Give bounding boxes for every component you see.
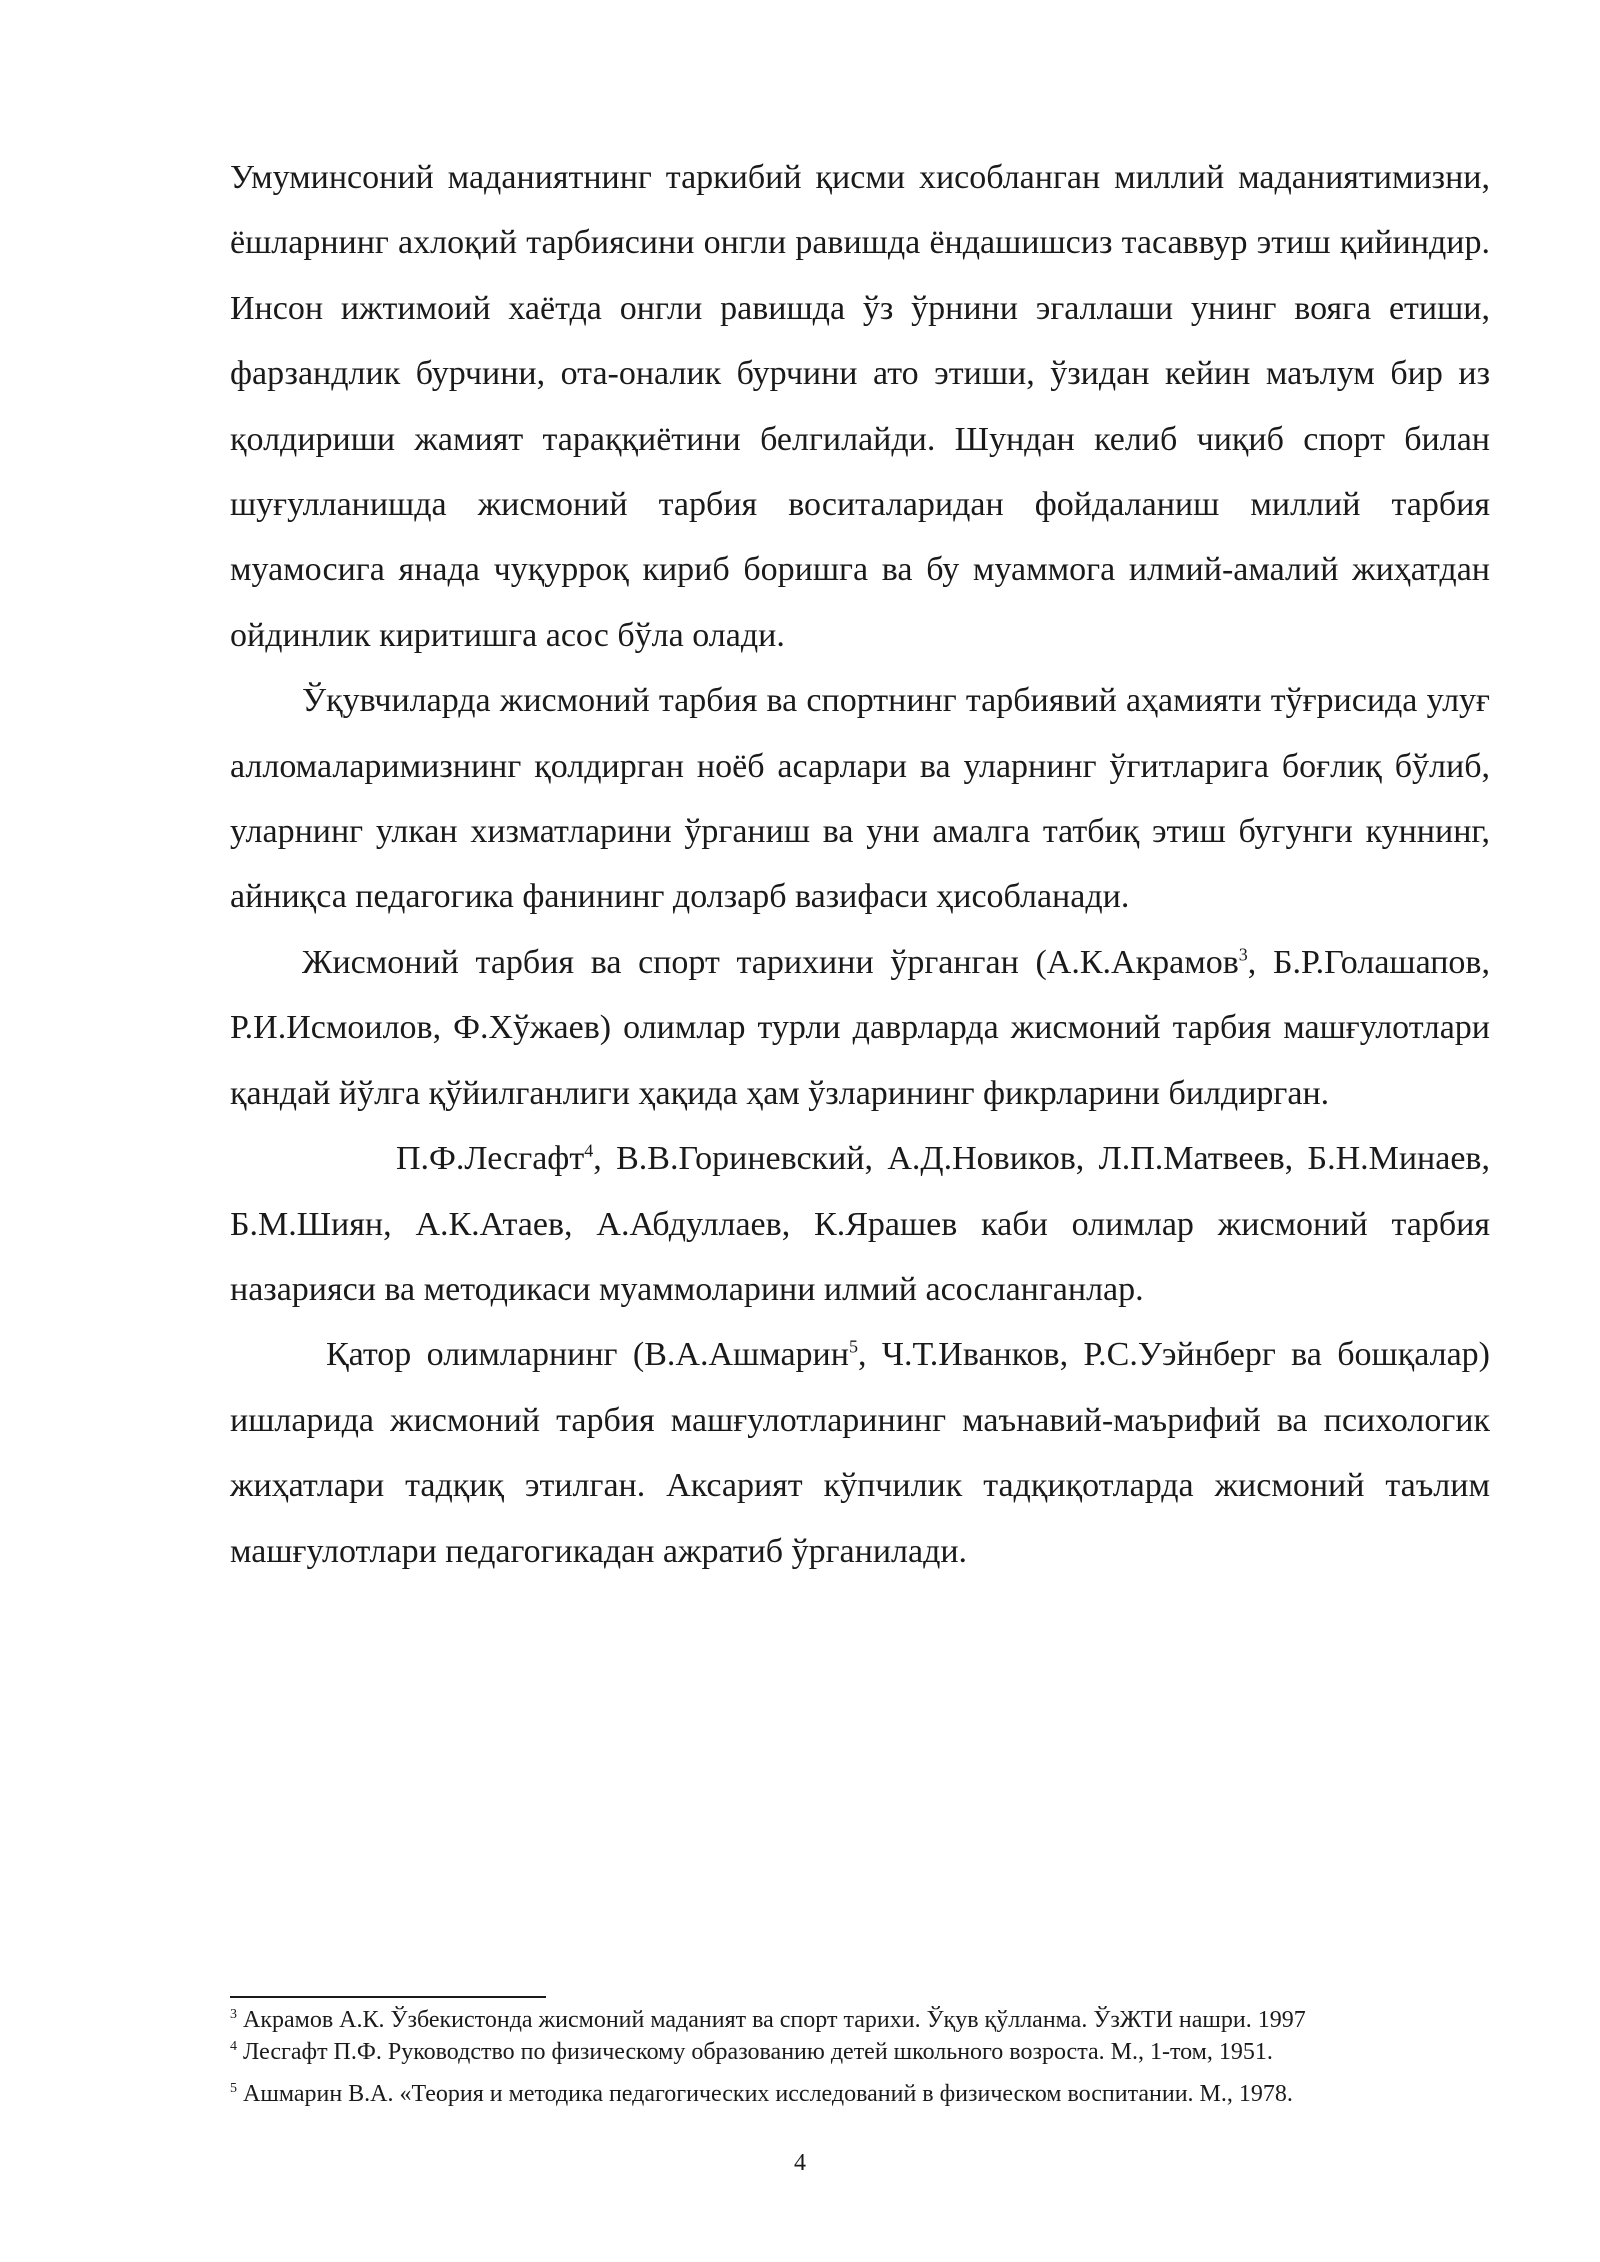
paragraph-3-start: Жисмоний тарбия ва спорт тарихини ўрганган (А.К.Акрамов — [302, 943, 1239, 981]
footnote-number: 4 — [230, 2039, 237, 2054]
footnote-number: 3 — [230, 2007, 237, 2022]
paragraph-5-rest: , Ч.Т.Иванков, Р.С.Уэйнберг ва бошқалар) ишларида жисмоний тарбия машғулотларининг маънавий-маърифий ва психологик жиҳатлари тадқиқ этилган. Аксарият кўпчилик тадқиқотларда жисмоний таълим машғулотлари педагогикадан ажратиб ўрганилади. — [230, 1336, 1491, 1570]
paragraph-5 — [230, 1322, 1490, 1584]
footnote-3 — [230, 2004, 1530, 2036]
paragraph-1: Умуминсоний маданиятнинг таркибий қисми хисобланган миллий маданиятимизни, ёшларнинг ахлоқий тарбиясини онгли равишда ёндашишсиз тасаввур этиш қийиндир. Инсон ижтимоий хаётда онгли равишда ўз ўрнини эгаллаши унинг вояга етиши, фарзандлик бурчини, ота-оналик бурчини ато этиши, ўзидан кейин маълум бир из қолдириши жамият тараққиётини белгилайди. Шундан келиб чиқиб спорт билан шуғулланишда жисмоний тарбия воситаларидан фойдаланиш миллий тарбия муамосига янада чуқурроқ кириб боришга ва бу муаммога илмий-амалий жиҳатдан ойдинлик киритишга асос бўла олади. — [230, 159, 1490, 654]
footnote-text: Ашмарин В.А. «Теория и методика педагогических исследований в физическом воспитании. М., 1978. — [237, 2081, 1293, 2107]
footnote-4 — [230, 2036, 1530, 2068]
footnotes — [230, 2004, 1530, 2110]
footnote-number: 5 — [230, 2081, 237, 2096]
footnote-ref-5[interactable]: 5 — [848, 1336, 858, 1357]
body-text — [230, 145, 1490, 1584]
paragraph-3-rest: , Б.Р.Голашапов, Р.И.Исмоилов, Ф.Хўжаев) олимлар турли даврларда жисмоний тарбия машғулотлари қандай йўлга қўйилганлиги ҳақида ҳам ўзларининг фикрларини билдирган. — [230, 943, 1490, 1112]
footnote-separator — [230, 1996, 546, 1998]
footnote-ref-3[interactable]: 3 — [1238, 944, 1248, 965]
footnote-ref-4[interactable]: 4 — [584, 1140, 594, 1161]
footnote-5 — [230, 2078, 1530, 2110]
page-number: 4 — [794, 2150, 806, 2176]
paragraph-3 — [230, 930, 1490, 1126]
paragraph-4-start: П.Ф.Лесгафт — [396, 1140, 585, 1178]
paragraph-2: Ўқувчиларда жисмоний тарбия ва спортнинг тарбиявий аҳамияти тўғрисида улуғ алломаларимизнинг қолдирган ноёб асарлари ва уларнинг ўгитларига боғлиқ бўлиб, уларнинг улкан хизматларини ўрганиш ва уни амалга татбиқ этиш бугунги куннинг, айниқса педагогика фанининг долзарб вазифаси ҳисобланади. — [230, 682, 1490, 916]
paragraph-5-start: Қатор олимларнинг (В.А.Ашмарин — [326, 1336, 849, 1374]
paragraph-4 — [230, 1126, 1490, 1322]
footnote-text: Акрамов А.К. Ўзбекистонда жисмоний маданият ва спорт тарихи. Ўқув қўлланма. ЎзЖТИ нашри. 1997 — [237, 2007, 1306, 2033]
paragraph-4-rest: , В.В.Гориневский, А.Д.Новиков, Л.П.Матвеев, Б.Н.Минаев, Б.М.Шиян, А.К.Атаев, А.Абдуллаев, К.Ярашев каби олимлар жисмоний тарбия назарияси ва методикаси муаммоларини илмий асосланганлар. — [230, 1140, 1490, 1308]
footnote-text: Лесгафт П.Ф. Руководство по физическому образованию детей школьного возроста. М., 1-том, 1951. — [237, 2039, 1273, 2065]
